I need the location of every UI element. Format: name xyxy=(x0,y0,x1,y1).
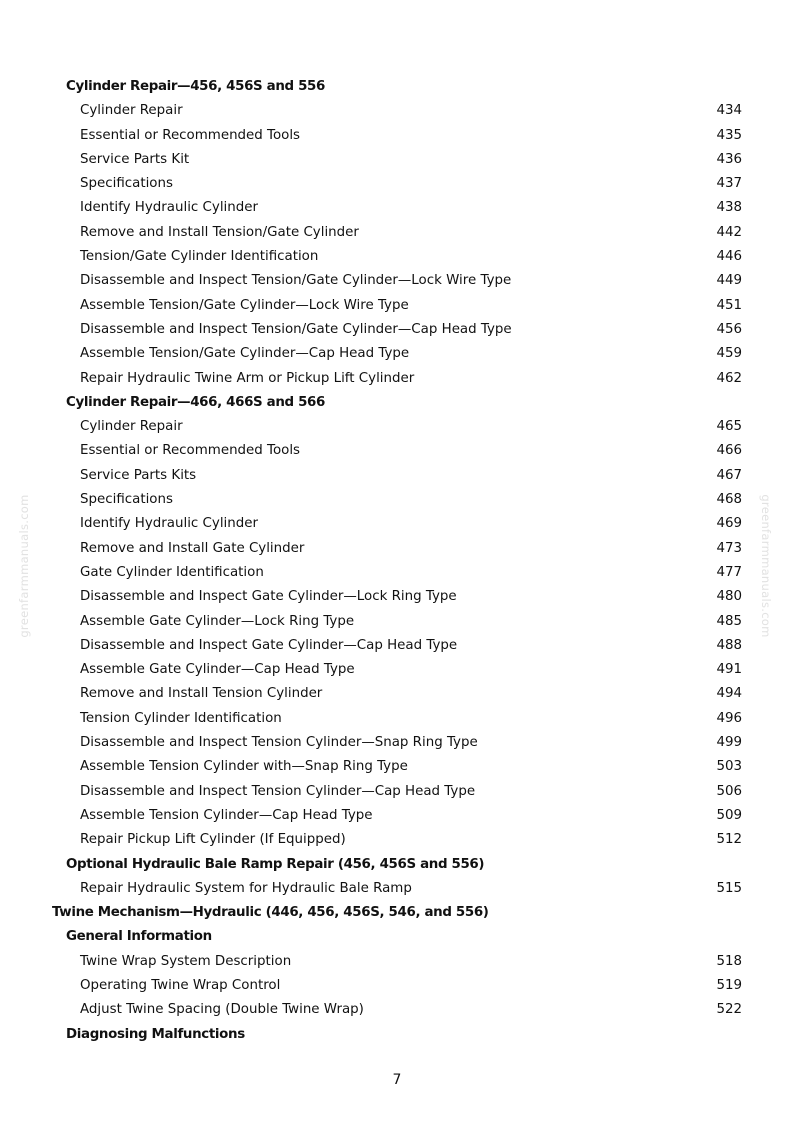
toc-page-number: 491 xyxy=(716,662,742,678)
table-of-contents xyxy=(0,75,794,1047)
toc-entry[interactable] xyxy=(0,196,794,220)
toc-entry-title: Disassemble and Inspect Tension/Gate Cylinder—Lock Wire Type xyxy=(80,273,512,289)
toc-entry-title: Cylinder Repair xyxy=(80,103,183,119)
toc-entry-title: Gate Cylinder Identification xyxy=(80,564,264,580)
toc-page-number: 466 xyxy=(716,443,742,459)
toc-page-number: 438 xyxy=(716,200,742,216)
toc-entry[interactable] xyxy=(0,974,794,998)
toc-page-number: 451 xyxy=(716,297,742,313)
toc-entry-title: Adjust Twine Spacing (Double Twine Wrap) xyxy=(80,1002,364,1018)
toc-page-number: 512 xyxy=(716,832,742,848)
toc-entry[interactable] xyxy=(0,780,794,804)
toc-entry-title: Identify Hydraulic Cylinder xyxy=(80,200,259,216)
toc-entry[interactable] xyxy=(0,950,794,974)
toc-entry-title: General Information xyxy=(66,929,212,945)
toc-entry[interactable] xyxy=(0,707,794,731)
toc-section-heading xyxy=(0,925,794,949)
toc-entry-title: Remove and Install Gate Cylinder xyxy=(80,540,305,556)
toc-page-number: 496 xyxy=(716,710,742,726)
toc-entry[interactable] xyxy=(0,585,794,609)
toc-entry-title: Tension/Gate Cylinder Identification xyxy=(80,249,319,265)
toc-entry-title: Optional Hydraulic Bale Ramp Repair (456, 456S and 556) xyxy=(66,856,485,872)
toc-entry[interactable] xyxy=(0,634,794,658)
toc-entry[interactable] xyxy=(0,682,794,706)
toc-page-number: 494 xyxy=(716,686,742,702)
toc-entry-title: Assemble Tension/Gate Cylinder—Lock Wire Type xyxy=(80,297,409,313)
toc-entry-title: Twine Wrap System Description xyxy=(80,953,292,969)
toc-entry[interactable] xyxy=(0,342,794,366)
toc-page-number: 446 xyxy=(716,249,742,265)
toc-entry-title: Identify Hydraulic Cylinder xyxy=(80,516,259,532)
toc-page-number: 465 xyxy=(716,419,742,435)
toc-entry-title: Service Parts Kit xyxy=(80,151,190,167)
toc-entry-title: Diagnosing Malfunctions xyxy=(66,1026,245,1042)
page-number: 7 xyxy=(392,1072,402,1088)
toc-entry[interactable] xyxy=(0,124,794,148)
toc-page-number: 434 xyxy=(716,103,742,119)
toc-entry[interactable] xyxy=(0,658,794,682)
toc-entry[interactable] xyxy=(0,488,794,512)
toc-section-heading xyxy=(0,1023,794,1047)
toc-entry[interactable] xyxy=(0,464,794,488)
toc-entry[interactable] xyxy=(0,367,794,391)
toc-entry-title: Repair Hydraulic Twine Arm or Pickup Lift Cylinder xyxy=(80,370,415,386)
toc-entry[interactable] xyxy=(0,294,794,318)
toc-page-number: 437 xyxy=(716,176,742,192)
toc-entry-title: Remove and Install Tension/Gate Cylinder xyxy=(80,224,359,240)
toc-entry-title: Cylinder Repair—456, 456S and 556 xyxy=(66,79,325,94)
toc-page-number: 459 xyxy=(716,346,742,362)
toc-entry-title: Twine Mechanism—Hydraulic (446, 456, 456S, 546, and 556) xyxy=(52,905,489,921)
toc-page-number: 509 xyxy=(716,807,742,823)
toc-page-number: 480 xyxy=(716,589,742,605)
toc-entry-title: Specifications xyxy=(80,492,173,508)
toc-page-number: 456 xyxy=(716,321,742,337)
toc-section-heading xyxy=(0,853,794,877)
toc-page-number: 506 xyxy=(716,783,742,799)
toc-page-number: 469 xyxy=(716,516,742,532)
toc-entry-title: Repair Hydraulic System for Hydraulic Bale Ramp xyxy=(80,880,412,896)
toc-entry[interactable] xyxy=(0,731,794,755)
toc-section-heading xyxy=(0,75,794,99)
toc-section-heading xyxy=(0,391,794,415)
toc-entry-title: Cylinder Repair xyxy=(80,419,183,435)
toc-entry-title: Disassemble and Inspect Gate Cylinder—Lock Ring Type xyxy=(80,589,457,605)
toc-entry-title: Assemble Tension Cylinder—Cap Head Type xyxy=(80,807,373,823)
toc-entry[interactable] xyxy=(0,415,794,439)
toc-page-number: 485 xyxy=(716,613,742,629)
toc-entry[interactable] xyxy=(0,561,794,585)
toc-entry[interactable] xyxy=(0,148,794,172)
toc-entry-title: Disassemble and Inspect Tension Cylinder—Snap Ring Type xyxy=(80,735,478,751)
toc-entry-title: Assemble Tension Cylinder with—Snap Ring Type xyxy=(80,759,408,775)
toc-entry-title: Remove and Install Tension Cylinder xyxy=(80,686,323,702)
toc-entry[interactable] xyxy=(0,804,794,828)
toc-page-number: 503 xyxy=(716,759,742,775)
toc-entry-title: Tension Cylinder Identification xyxy=(80,710,282,726)
toc-entry[interactable] xyxy=(0,99,794,123)
toc-entry[interactable] xyxy=(0,221,794,245)
toc-entry-title: Disassemble and Inspect Tension/Gate Cylinder—Cap Head Type xyxy=(80,321,512,337)
toc-entry[interactable] xyxy=(0,877,794,901)
toc-page-number: 435 xyxy=(716,127,742,143)
toc-page-number: 473 xyxy=(716,540,742,556)
toc-entry-title: Disassemble and Inspect Tension Cylinder—Cap Head Type xyxy=(80,783,476,799)
toc-entry[interactable] xyxy=(0,269,794,293)
toc-entry[interactable] xyxy=(0,998,794,1022)
toc-entry[interactable] xyxy=(0,172,794,196)
toc-entry-title: Assemble Tension/Gate Cylinder—Cap Head Type xyxy=(80,346,410,362)
watermark-right: greenfarmmanuals.com xyxy=(759,494,773,638)
toc-entry[interactable] xyxy=(0,610,794,634)
toc-entry[interactable] xyxy=(0,245,794,269)
toc-page-number: 462 xyxy=(716,370,742,386)
toc-page-number: 436 xyxy=(716,151,742,167)
toc-page-number: 515 xyxy=(716,880,742,896)
toc-entry-title: Cylinder Repair—466, 466S and 566 xyxy=(66,394,325,410)
toc-entry-title: Operating Twine Wrap Control xyxy=(80,977,281,993)
toc-page-number: 488 xyxy=(716,637,742,653)
toc-entry-title: Repair Pickup Lift Cylinder (If Equipped) xyxy=(80,832,346,848)
toc-page-number: 442 xyxy=(716,224,742,240)
toc-entry-title: Assemble Gate Cylinder—Cap Head Type xyxy=(80,662,355,678)
toc-page-number: 477 xyxy=(716,564,742,580)
toc-page-number: 499 xyxy=(716,735,742,751)
toc-entry-title: Assemble Gate Cylinder—Lock Ring Type xyxy=(80,613,355,629)
toc-entry[interactable] xyxy=(0,318,794,342)
toc-entry[interactable] xyxy=(0,439,794,463)
toc-page-number: 449 xyxy=(716,273,742,289)
toc-page-number: 519 xyxy=(716,977,742,993)
toc-entry[interactable] xyxy=(0,828,794,852)
toc-entry[interactable] xyxy=(0,537,794,561)
toc-section-heading xyxy=(0,901,794,925)
toc-entry-title: Disassemble and Inspect Gate Cylinder—Cap Head Type xyxy=(80,637,458,653)
toc-entry-title: Essential or Recommended Tools xyxy=(80,127,301,143)
toc-entry-title: Specifications xyxy=(80,176,173,192)
toc-page-number: 518 xyxy=(716,953,742,969)
toc-entry-title: Service Parts Kits xyxy=(80,467,197,483)
toc-page-number: 467 xyxy=(716,467,742,483)
watermark-left: greenfarmmanuals.com xyxy=(17,494,31,638)
toc-entry-title: Essential or Recommended Tools xyxy=(80,443,301,459)
toc-entry[interactable] xyxy=(0,755,794,779)
toc-page-number: 522 xyxy=(716,1002,742,1018)
toc-entry[interactable] xyxy=(0,512,794,536)
toc-page-number: 468 xyxy=(716,492,742,508)
